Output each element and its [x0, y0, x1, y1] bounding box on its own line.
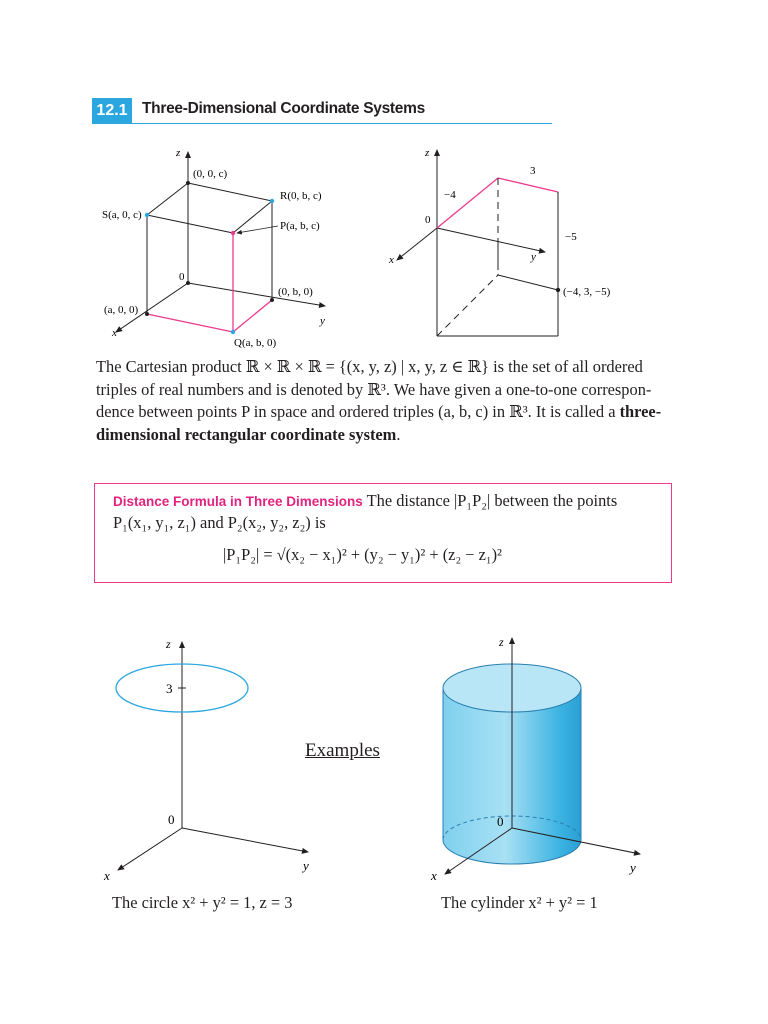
fig1-origin: 0: [179, 271, 185, 283]
definition-heading: Distance Formula in Three Dimensions: [113, 494, 363, 509]
label-R: R(0, b, c): [280, 190, 322, 202]
svg-text:z: z: [166, 637, 171, 651]
figure-circle: [100, 630, 330, 885]
label-a00: (a, 0, 0): [104, 304, 139, 316]
section-number: 12.1: [92, 98, 132, 124]
examples-label: Examples: [305, 740, 380, 761]
svg-text:z: z: [425, 147, 430, 159]
svg-text:z: z: [499, 635, 504, 649]
svg-text:3: 3: [530, 165, 536, 177]
figure-point-box: [385, 140, 640, 350]
intro-paragraph: The Cartesian product ℝ × ℝ × ℝ = {(x, y, z) | x, y, z ∈ ℝ} is the set of all ordered triples of real numbers and is denoted by ℝ³. We have given a one-to-one correspon- dence between points P in space and ordered triples (a, b, c) in ℝ³. It is called a three- dimensional rectangular coordinate system.: [96, 357, 662, 444]
svg-text:x: x: [389, 254, 394, 266]
figure-cylinder: [425, 630, 665, 885]
label-Q: Q(a, b, 0): [234, 337, 277, 349]
svg-text:(−4, 3, −5): (−4, 3, −5): [563, 286, 611, 298]
svg-text:0: 0: [168, 812, 175, 827]
distance-formula: |P₁P₂| = √(x₂ − x₁)² + (y₂ − y₁)² + (z₂ − z₁)²: [223, 545, 502, 564]
section-rule: [92, 123, 552, 124]
fig1-z-label: z: [176, 147, 181, 159]
label-0b0: (0, b, 0): [278, 286, 313, 298]
fig1-y-label: y: [320, 315, 325, 327]
svg-text:y: y: [630, 860, 636, 875]
svg-text:3: 3: [166, 681, 173, 696]
definition-line2: P₁(x₁, y₁, z₁) and P₂(x₂, y₂, z₂) is: [113, 513, 326, 532]
svg-text:y: y: [531, 251, 536, 263]
label-00c: (0, 0, c): [193, 168, 228, 180]
figure-coordinate-box: [90, 140, 350, 355]
caption-circle: The circle x² + y² = 1, z = 3: [112, 893, 293, 912]
svg-text:−5: −5: [565, 231, 577, 243]
caption-cylinder: The cylinder x² + y² = 1: [441, 893, 598, 912]
svg-text:x: x: [104, 868, 110, 883]
section-title: Three-Dimensional Coordinate Systems: [142, 100, 425, 117]
svg-text:−4: −4: [444, 189, 456, 201]
svg-text:0: 0: [497, 814, 504, 829]
fig1-x-label: x: [112, 327, 117, 339]
svg-text:x: x: [431, 868, 437, 883]
svg-text:0: 0: [425, 214, 431, 226]
svg-text:y: y: [303, 858, 309, 873]
label-S: S(a, 0, c): [102, 209, 142, 221]
definition-line1: Distance Formula in Three Dimensions The distance |P₁P₂| between the points: [113, 491, 618, 510]
label-P: P(a, b, c): [280, 220, 320, 232]
